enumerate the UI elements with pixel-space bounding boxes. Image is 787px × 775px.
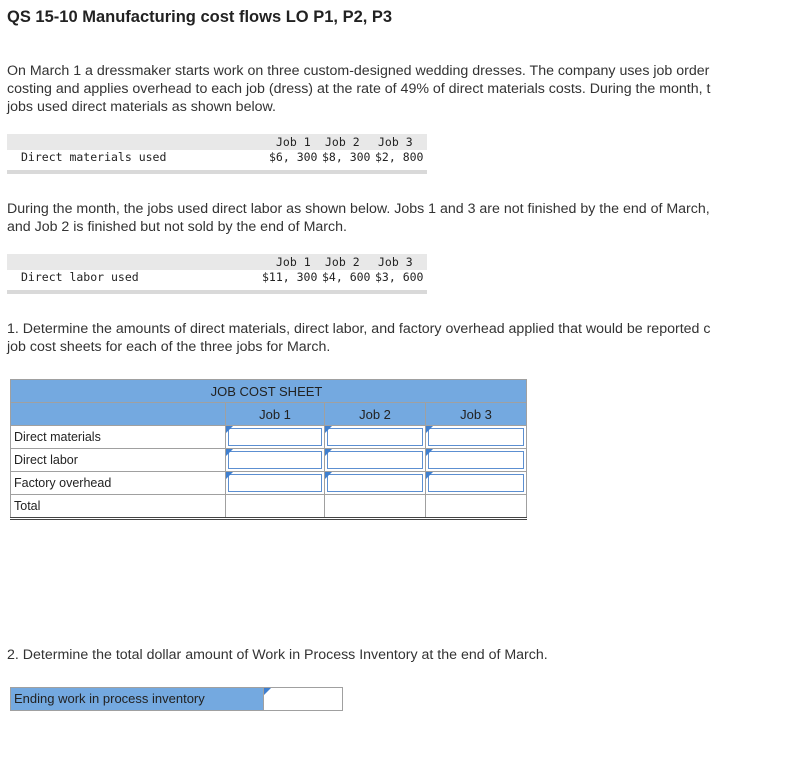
total-job1-cell: [226, 495, 325, 519]
direct-labor-job2-input[interactable]: [325, 449, 426, 472]
intro-line-2: costing and applies overhead to each job (dress) at the rate of 49% of direct materials costs. During the month, t: [7, 81, 711, 97]
total-job3-cell: [426, 495, 527, 519]
materials-job1-value: $6, 300: [269, 150, 318, 164]
row-label-direct-labor: Direct labor: [11, 449, 226, 472]
labor-intro-line-1: During the month, the jobs used direct labor as shown below. Jobs 1 and 3 are not finished by the end of March,: [7, 201, 710, 217]
row-label-total: Total: [11, 495, 226, 519]
materials-job3-header: Job 3: [378, 135, 413, 149]
table-row: [11, 426, 527, 449]
job-cost-sheet-title: JOB COST SHEET: [210, 383, 323, 399]
row-label-direct-materials: Direct materials: [11, 426, 226, 449]
direct-labor-job1-input[interactable]: [226, 449, 325, 472]
column-header-job2: Job 2: [325, 403, 426, 426]
question1-line-2: job cost sheets for each of the three jobs for March.: [7, 339, 331, 355]
materials-row-label: Direct materials used: [21, 150, 167, 164]
question1-line-1: 1. Determine the amounts of direct materials, direct labor, and factory overhead applied that would be reported c: [7, 321, 711, 337]
materials-job1-header: Job 1: [276, 135, 311, 149]
labor-table-rule: [7, 290, 427, 294]
job-cost-sheet-corner: [11, 403, 226, 426]
labor-job1-header: Job 1: [276, 255, 311, 269]
materials-job2-value: $8, 300: [322, 150, 371, 164]
materials-table-rule: [7, 170, 427, 174]
factory-overhead-job2-input[interactable]: [325, 472, 426, 495]
direct-materials-job2-input[interactable]: [325, 426, 426, 449]
table-row: [11, 495, 527, 519]
question2-text: 2. Determine the total dollar amount of Work in Process Inventory at the end of March.: [7, 647, 548, 663]
labor-job3-header: Job 3: [378, 255, 413, 269]
factory-overhead-job1-input[interactable]: [226, 472, 325, 495]
materials-job3-value: $2, 800: [375, 150, 424, 164]
materials-job2-header: Job 2: [325, 135, 360, 149]
ending-wip-label: Ending work in process inventory: [10, 687, 265, 711]
labor-job3-value: $3, 600: [375, 270, 424, 284]
labor-header-strip: [7, 254, 427, 270]
direct-labor-job3-input[interactable]: [426, 449, 527, 472]
labor-job1-value: $11, 300: [262, 270, 318, 284]
labor-row-label: Direct labor used: [21, 270, 139, 284]
table-row: [11, 472, 527, 495]
ending-wip-input[interactable]: [263, 687, 343, 711]
column-header-job1: Job 1: [226, 403, 325, 426]
row-label-factory-overhead: Factory overhead: [11, 472, 226, 495]
total-job2-cell: [325, 495, 426, 519]
intro-line-1: On March 1 a dressmaker starts work on three custom-designed wedding dresses. The company uses job order: [7, 63, 710, 79]
labor-job2-value: $4, 600: [322, 270, 371, 284]
factory-overhead-job3-input[interactable]: [426, 472, 527, 495]
materials-header-strip: [7, 134, 427, 150]
labor-job2-header: Job 2: [325, 255, 360, 269]
intro-line-3: jobs used direct materials as shown below.: [7, 99, 276, 115]
page-title: QS 15-10 Manufacturing cost flows LO P1, P2, P3: [7, 8, 393, 26]
job-cost-sheet: [10, 379, 527, 520]
direct-materials-job3-input[interactable]: [426, 426, 527, 449]
labor-intro-line-2: and Job 2 is finished but not sold by the end of March.: [7, 219, 347, 235]
direct-materials-job1-input[interactable]: [226, 426, 325, 449]
table-row: [11, 449, 527, 472]
column-header-job3: Job 3: [426, 403, 527, 426]
